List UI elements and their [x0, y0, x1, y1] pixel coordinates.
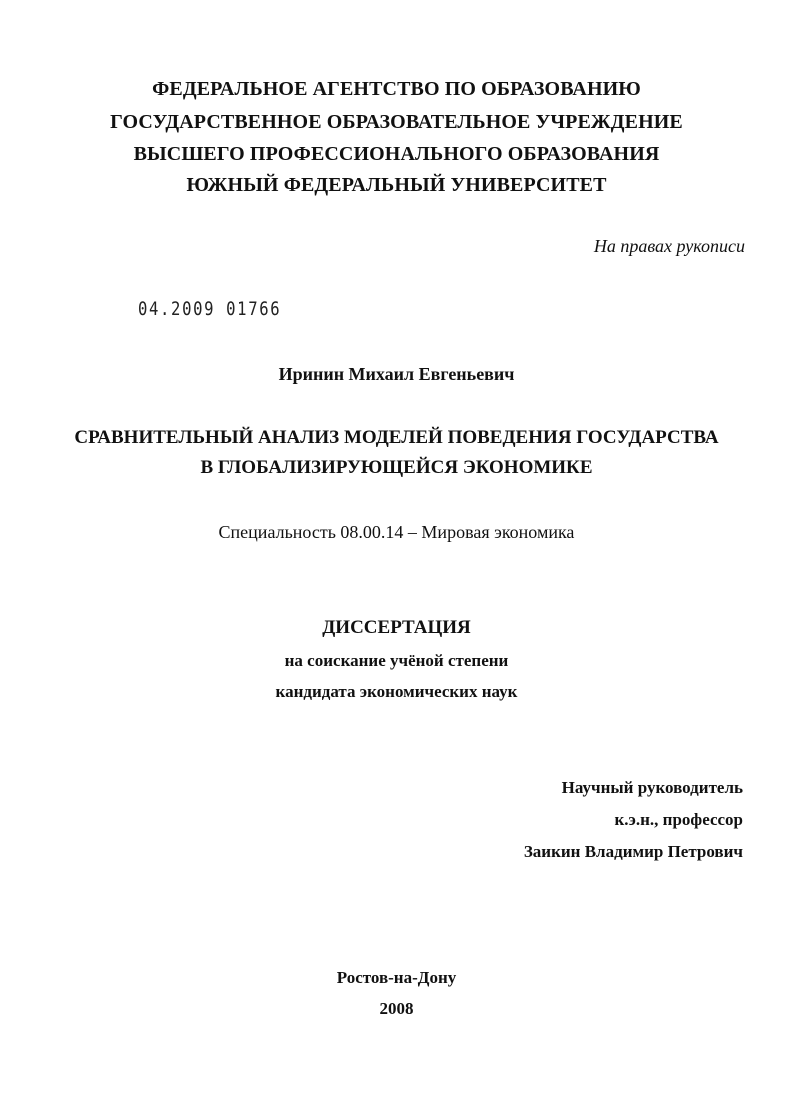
header-agency: ФЕДЕРАЛЬНОЕ АГЕНТСТВО ПО ОБРАЗОВАНИЮ — [152, 78, 641, 100]
supervisor-degree: к.э.н., профессор — [614, 810, 743, 829]
author-name: Иринин Михаил Евгеньевич — [278, 364, 515, 384]
year: 2008 — [379, 999, 414, 1018]
supervisor-name: Заикин Владимир Петрович — [523, 842, 743, 861]
supervisor-role: Научный руководитель — [561, 778, 743, 797]
thesis-title-line-1: СРАВНИТЕЛЬНЫЙ АНАЛИЗ МОДЕЛЕЙ ПОВЕДЕНИЯ ГОСУДАРСТВА — [74, 427, 719, 448]
header-education-level: ВЫСШЕГО ПРОФЕССИОНАЛЬНОГО ОБРАЗОВАНИЯ — [133, 143, 660, 165]
archive-stamp-number: 04.2009 01766 — [138, 298, 282, 320]
degree-line-2: кандидата экономических наук — [275, 682, 518, 701]
dissertation-heading: ДИССЕРТАЦИЯ — [322, 617, 471, 638]
header-institution-type: ГОСУДАРСТВЕННОЕ ОБРАЗОВАТЕЛЬНОЕ УЧРЕЖДЕНИЕ — [110, 111, 683, 133]
degree-line-1: на соискание учёной степени — [284, 651, 509, 670]
header-university: ЮЖНЫЙ ФЕДЕРАЛЬНЫЙ УНИВЕРСИТЕТ — [186, 174, 607, 196]
manuscript-note: На правах рукописи — [593, 236, 745, 256]
city: Ростов-на-Дону — [336, 968, 457, 987]
thesis-title-line-2: В ГЛОБАЛИЗИРУЮЩЕЙСЯ ЭКОНОМИКЕ — [200, 457, 593, 478]
specialty: Специальность 08.00.14 – Мировая экономика — [218, 522, 575, 542]
